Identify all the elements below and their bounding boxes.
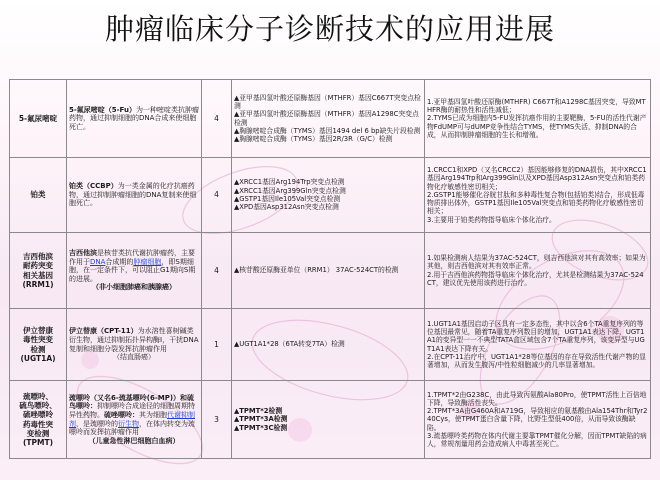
table-row bbox=[10, 233, 651, 309]
evidence-level-cell: 1 bbox=[202, 309, 232, 381]
drug-name-cell: 铂类 bbox=[10, 158, 67, 233]
detection-markers-cell: ▲核苷酸还原酶亚单位（RRM1） 37AC-524CT的检测 bbox=[232, 233, 425, 309]
drug-name-cell: 5-氟尿嘧啶 bbox=[10, 80, 67, 158]
tumor-cell-link[interactable]: 肿瘤细胞 bbox=[133, 257, 162, 266]
drug-name-cell: 伊立替康 毒性突变 检测 (UGT1A) bbox=[10, 309, 67, 381]
derivative-link[interactable]: 衍生物 bbox=[118, 419, 139, 428]
detection-markers-cell: ▲XRCC1基因Arg194Trp突变点检测 ▲XRCC1基因Arg399Gln突变点检测 ▲GSTP1基因Ile105Val突变点检测 ▲XPD基因Asp312Asn突变点检测 bbox=[232, 158, 425, 233]
evidence-level-cell: 4 bbox=[202, 158, 232, 233]
table-row bbox=[10, 158, 651, 233]
clinical-significance-cell: 1.UGT1A1基因启动子区具有一定多态性，其中以含6个TA重复序列的等位基因最常见，随着TA重复序列数目的增加，UGT1A1表达下降，UGT1A1的变异型一一不典型TATA盒区域包含7个TA重复序列，该变异型与UGT1A1表达下降有关。 2.在CPT-11治疗中，UGT1A1*28等位基因的存在导致活性代谢产物的显著增加，从而发生腹泻/中性粒细胞减少的几率显著增加。 bbox=[425, 309, 651, 381]
drug-name-cell: 吉西他滨 耐药突变 相关基因 (RRM1) bbox=[10, 233, 67, 309]
evidence-level-cell: 4 bbox=[202, 233, 232, 309]
detection-markers-cell: ▲UGT1A1*28（6TA转变7TA）检测 bbox=[232, 309, 425, 381]
metabolism-inhibitor-link[interactable]: 代谢抑制剂 bbox=[69, 410, 195, 428]
clinical-significance-cell: 1.如果检测病人结果为37AC-524CT，则吉西他滨对其有高效率；如果为其他，则吉西他滨对其有效率正常。 2.用于吉西他滨药物指导临床个体化治疗，尤其是检测结果为37AC-524CT，建议优先使用该药进行治疗。 bbox=[425, 233, 651, 309]
dna-link[interactable]: DNA bbox=[90, 257, 106, 266]
slide-title: 肿瘤临床分子诊断技术的应用进展 bbox=[104, 12, 555, 46]
detection-markers-cell: ▲亚甲基四氢叶酸还原酶基因（MTHFR）基因C667T突变点检测 ▲亚甲基四氢叶酸还原酶基因（MTHFR）基因A1298C突变点检测 ▲胸腺嘧啶合成酶（TYMS）基因1494 del 6 bp缺失片段检测 ▲胸腺嘧啶合成酶（TYMS）基因2R/3R（G/C）检测 bbox=[232, 80, 425, 158]
clinical-significance-cell: 1.CRCC1和XPD（又名CRCC2）基因能够修复的DNA损伤，其中XRCC1基因Arg194Trp和Arg399Gln以及XPD基因Asp312Asn突变点和铂类药物化疗敏感性密切相关； 2.GSTP1能够催化谷胱甘肽和多种毒性复合物(包括铂类)结合，形成低毒物质排出体外，GSTP1基因Ile105Val突变点和铂类药物化疗敏感性密切相关； 3.主要用于铂类药物指导临床个体化治疗。 bbox=[425, 158, 651, 233]
table-row bbox=[10, 80, 651, 158]
drug-description-cell: 巯嘌呤（又名6-巯基嘌呤(6-MP)）和硫鸟嘌呤：抑制嘌呤合成途径的细胞周期特异性药物。硫唑嘌呤：其为细胞代谢抑制剂，是巯嘌呤的衍生物，在体内转变为巯嘌呤而发挥抗肿瘤作用 （儿童急性淋巴细胞白血病） bbox=[67, 381, 202, 459]
clinical-significance-cell: 1.亚甲基四氢叶酸还原酶(MTHFR) C667T和A1298C基因突变，导致MTHFR酶的耐热性和活性减低； 2.TYMS已成为细胞内5-FU发挥抗癌作用的主要靶酶，5-FU的活性代谢产物FdUMP可与dUMP竞争性结合TYMS，使TYMS失活，抑制DNA的合成，从而抑制肿瘤细胞的生长和增殖。 bbox=[425, 80, 651, 158]
clinical-significance-cell: 1.TPMT*2由G238C，由此导致丙氨酸Ala80Pro，使TPMT活性上百倍地下降，导致酶活性丧失。 2.TPMT*3A由G460A和A719G，导致相应的氨基酸由Ala154Thr和Tyr240Cys，使TPMT蛋白含量下降，比野生型低400倍，从而导致该酶缺陷。 3.巯基嘌呤类药物在体内代谢主要靠TPMT催化分解，因而TPMT缺陷的病人，常规剂量用药会造成病人中毒甚至死亡。 bbox=[425, 381, 651, 459]
table-row bbox=[10, 381, 651, 459]
table-row bbox=[10, 309, 651, 381]
detection-markers-cell: ▲TPMT*2检测 ▲TPMT*3A检测 ▲TPMT*3C检测 bbox=[232, 381, 425, 459]
evidence-level-cell: 4 bbox=[202, 80, 232, 158]
drug-diagnostics-table bbox=[9, 79, 651, 459]
evidence-level-cell: 3 bbox=[202, 381, 232, 459]
drug-description-cell: 伊立替康（CPT-11）为水溶性喜树碱类衍生物，通过抑制拓扑异构酶Ⅰ，干扰DNA复制和细胞分裂发挥抗肿瘤作用 （结直肠癌） bbox=[67, 309, 202, 381]
drug-description-cell: 吉西他滨是核苷类抗代谢抗肿瘤药，主要作用于DNA合成期的肿瘤细胞，即S期细胞，在一定条件下，可以阻止G1期向S期的进展。 （非小细胞肺癌和胰腺癌） bbox=[67, 233, 202, 309]
drug-name-cell: 巯嘌呤、 硫鸟嘌呤、 硫唑嘌呤 药毒性突 变检测 (TPMT) bbox=[10, 381, 67, 459]
drug-description-cell: 5-氟尿嘧啶（5-Fu）为一种嘧啶类抗肿瘤药物，通过抑制细胞的DNA合成来使细胞死亡。 bbox=[67, 80, 202, 158]
drug-description-cell: 铂类（CCBP）为一类金属的化疗抗癌药物，通过抑制肿瘤细胞的DNA复制来使细胞死亡。 bbox=[67, 158, 202, 233]
